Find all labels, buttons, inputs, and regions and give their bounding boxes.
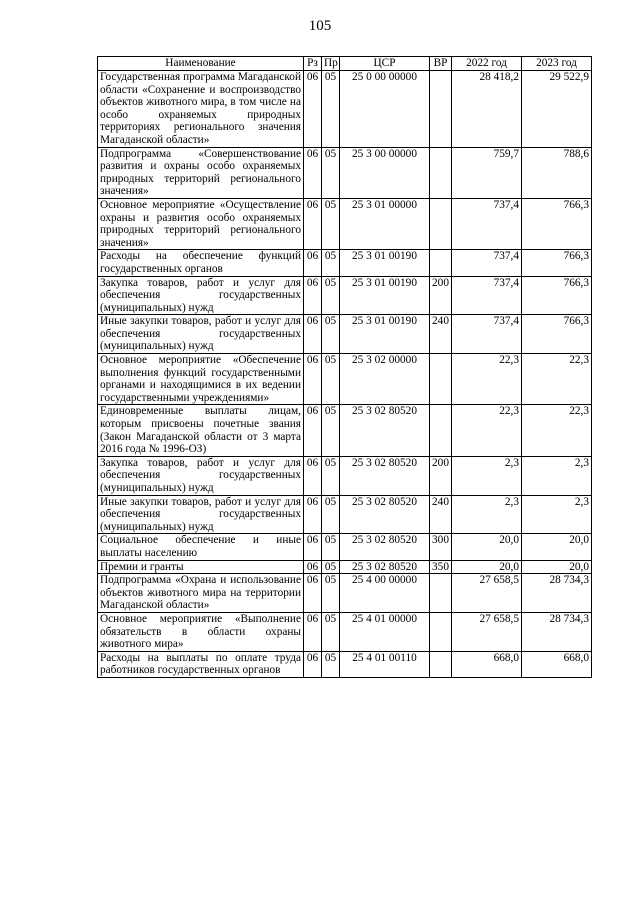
row-vr — [430, 405, 452, 456]
row-rz: 06 — [304, 574, 322, 613]
row-name: Закупка товаров, работ и услуг для обеспечения государственных (муниципальных) нужд — [98, 456, 304, 495]
row-rz: 06 — [304, 560, 322, 574]
row-pr: 05 — [322, 315, 340, 354]
row-2022: 737,4 — [452, 198, 522, 249]
row-2022: 737,4 — [452, 250, 522, 276]
row-csr: 25 3 02 80520 — [340, 405, 430, 456]
row-csr: 25 4 01 00000 — [340, 612, 430, 651]
row-csr: 25 3 02 80520 — [340, 560, 430, 574]
row-csr: 25 4 00 00000 — [340, 574, 430, 613]
row-rz: 06 — [304, 354, 322, 405]
row-2023: 668,0 — [522, 651, 592, 677]
row-pr: 05 — [322, 534, 340, 560]
row-2022: 27 658,5 — [452, 574, 522, 613]
row-2022: 2,3 — [452, 495, 522, 534]
row-rz: 06 — [304, 147, 322, 198]
row-rz: 06 — [304, 315, 322, 354]
row-2022: 28 418,2 — [452, 71, 522, 148]
table-row — [98, 147, 592, 198]
row-2023: 28 734,3 — [522, 574, 592, 613]
row-2023: 22,3 — [522, 354, 592, 405]
row-vr — [430, 250, 452, 276]
row-csr: 25 3 01 00000 — [340, 198, 430, 249]
row-pr: 05 — [322, 405, 340, 456]
row-vr: 240 — [430, 495, 452, 534]
row-vr — [430, 612, 452, 651]
row-name: Основное мероприятие «Выполнение обязательств в области охраны животного мира» — [98, 612, 304, 651]
row-pr: 05 — [322, 612, 340, 651]
table-row — [98, 560, 592, 574]
row-vr — [430, 651, 452, 677]
row-rz: 06 — [304, 198, 322, 249]
row-csr: 25 3 02 00000 — [340, 354, 430, 405]
row-csr: 25 3 01 00190 — [340, 315, 430, 354]
row-pr: 05 — [322, 250, 340, 276]
row-vr: 240 — [430, 315, 452, 354]
row-vr: 350 — [430, 560, 452, 574]
row-name: Подпрограмма «Совершенствование развития и охраны особо охраняемых природных территорий регионального значения» — [98, 147, 304, 198]
header-rz: Рз — [304, 57, 322, 71]
row-pr: 05 — [322, 354, 340, 405]
table-row — [98, 276, 592, 315]
table-row — [98, 612, 592, 651]
row-pr: 05 — [322, 560, 340, 574]
row-rz: 06 — [304, 405, 322, 456]
row-name: Государственная программа Магаданской области «Сохранение и воспроизводство объектов животного мира, в том числе на особо охраняемых природных территориях регионального значения Магаданской области» — [98, 71, 304, 148]
header-csr: ЦСР — [340, 57, 430, 71]
row-rz: 06 — [304, 71, 322, 148]
header-2022: 2022 год — [452, 57, 522, 71]
row-name: Социальное обеспечение и иные выплаты населению — [98, 534, 304, 560]
row-vr — [430, 71, 452, 148]
row-csr: 25 0 00 00000 — [340, 71, 430, 148]
row-rz: 06 — [304, 276, 322, 315]
row-pr: 05 — [322, 495, 340, 534]
row-2023: 766,3 — [522, 276, 592, 315]
row-pr: 05 — [322, 456, 340, 495]
row-name: Иные закупки товаров, работ и услуг для обеспечения государственных (муниципальных) нужд — [98, 495, 304, 534]
row-2023: 20,0 — [522, 534, 592, 560]
header-name: Наименование — [98, 57, 304, 71]
row-pr: 05 — [322, 147, 340, 198]
row-2023: 2,3 — [522, 456, 592, 495]
row-2023: 20,0 — [522, 560, 592, 574]
row-2022: 22,3 — [452, 354, 522, 405]
row-2023: 766,3 — [522, 315, 592, 354]
row-name: Закупка товаров, работ и услуг для обеспечения государственных (муниципальных) нужд — [98, 276, 304, 315]
row-2023: 788,6 — [522, 147, 592, 198]
row-rz: 06 — [304, 651, 322, 677]
row-csr: 25 3 01 00190 — [340, 276, 430, 315]
row-2022: 668,0 — [452, 651, 522, 677]
row-pr: 05 — [322, 574, 340, 613]
row-rz: 06 — [304, 534, 322, 560]
table-row — [98, 250, 592, 276]
row-csr: 25 4 01 00110 — [340, 651, 430, 677]
row-vr: 300 — [430, 534, 452, 560]
table-header-row — [98, 57, 592, 71]
header-2023: 2023 год — [522, 57, 592, 71]
row-name: Премии и гранты — [98, 560, 304, 574]
row-name: Расходы на обеспечение функций государственных органов — [98, 250, 304, 276]
row-vr — [430, 574, 452, 613]
row-pr: 05 — [322, 71, 340, 148]
row-name: Основное мероприятие «Осуществление охраны и развития особо охраняемых природных территорий регионального значения» — [98, 198, 304, 249]
row-2022: 737,4 — [452, 276, 522, 315]
row-2023: 766,3 — [522, 250, 592, 276]
table-row — [98, 71, 592, 148]
row-2023: 28 734,3 — [522, 612, 592, 651]
row-csr: 25 3 00 00000 — [340, 147, 430, 198]
row-name: Основное мероприятие «Обеспечение выполнения функций государственными органами и находящимися в их ведении государственными учреждениями» — [98, 354, 304, 405]
table-row — [98, 574, 592, 613]
row-csr: 25 3 02 80520 — [340, 534, 430, 560]
row-pr: 05 — [322, 651, 340, 677]
row-rz: 06 — [304, 495, 322, 534]
header-pr: Пр — [322, 57, 340, 71]
row-name: Единовременные выплаты лицам, которым присвоены почетные звания (Закон Магаданской области от 3 марта 2016 года № 1996-ОЗ) — [98, 405, 304, 456]
row-vr: 200 — [430, 276, 452, 315]
row-2023: 2,3 — [522, 495, 592, 534]
row-2022: 737,4 — [452, 315, 522, 354]
table-row — [98, 198, 592, 249]
row-2022: 22,3 — [452, 405, 522, 456]
row-vr: 200 — [430, 456, 452, 495]
row-vr — [430, 147, 452, 198]
row-vr — [430, 198, 452, 249]
row-csr: 25 3 02 80520 — [340, 456, 430, 495]
row-2022: 20,0 — [452, 560, 522, 574]
row-2023: 29 522,9 — [522, 71, 592, 148]
row-2022: 27 658,5 — [452, 612, 522, 651]
row-2023: 22,3 — [522, 405, 592, 456]
row-2022: 2,3 — [452, 456, 522, 495]
row-2022: 759,7 — [452, 147, 522, 198]
budget-table — [97, 56, 592, 678]
table-row — [98, 456, 592, 495]
row-name: Иные закупки товаров, работ и услуг для обеспечения государственных (муниципальных) нужд — [98, 315, 304, 354]
row-2023: 766,3 — [522, 198, 592, 249]
row-csr: 25 3 01 00190 — [340, 250, 430, 276]
row-rz: 06 — [304, 250, 322, 276]
page-number: 105 — [308, 18, 332, 34]
table-row — [98, 405, 592, 456]
row-vr — [430, 354, 452, 405]
row-name: Расходы на выплаты по оплате труда работников государственных органов — [98, 651, 304, 677]
row-rz: 06 — [304, 456, 322, 495]
header-vr: ВР — [430, 57, 452, 71]
table-row — [98, 315, 592, 354]
row-pr: 05 — [322, 198, 340, 249]
row-pr: 05 — [322, 276, 340, 315]
table-row — [98, 534, 592, 560]
row-2022: 20,0 — [452, 534, 522, 560]
row-rz: 06 — [304, 612, 322, 651]
row-csr: 25 3 02 80520 — [340, 495, 430, 534]
row-name: Подпрограмма «Охрана и использование объектов животного мира на территории Магаданской области» — [98, 574, 304, 613]
table-row — [98, 495, 592, 534]
table-row — [98, 354, 592, 405]
table-row — [98, 651, 592, 677]
